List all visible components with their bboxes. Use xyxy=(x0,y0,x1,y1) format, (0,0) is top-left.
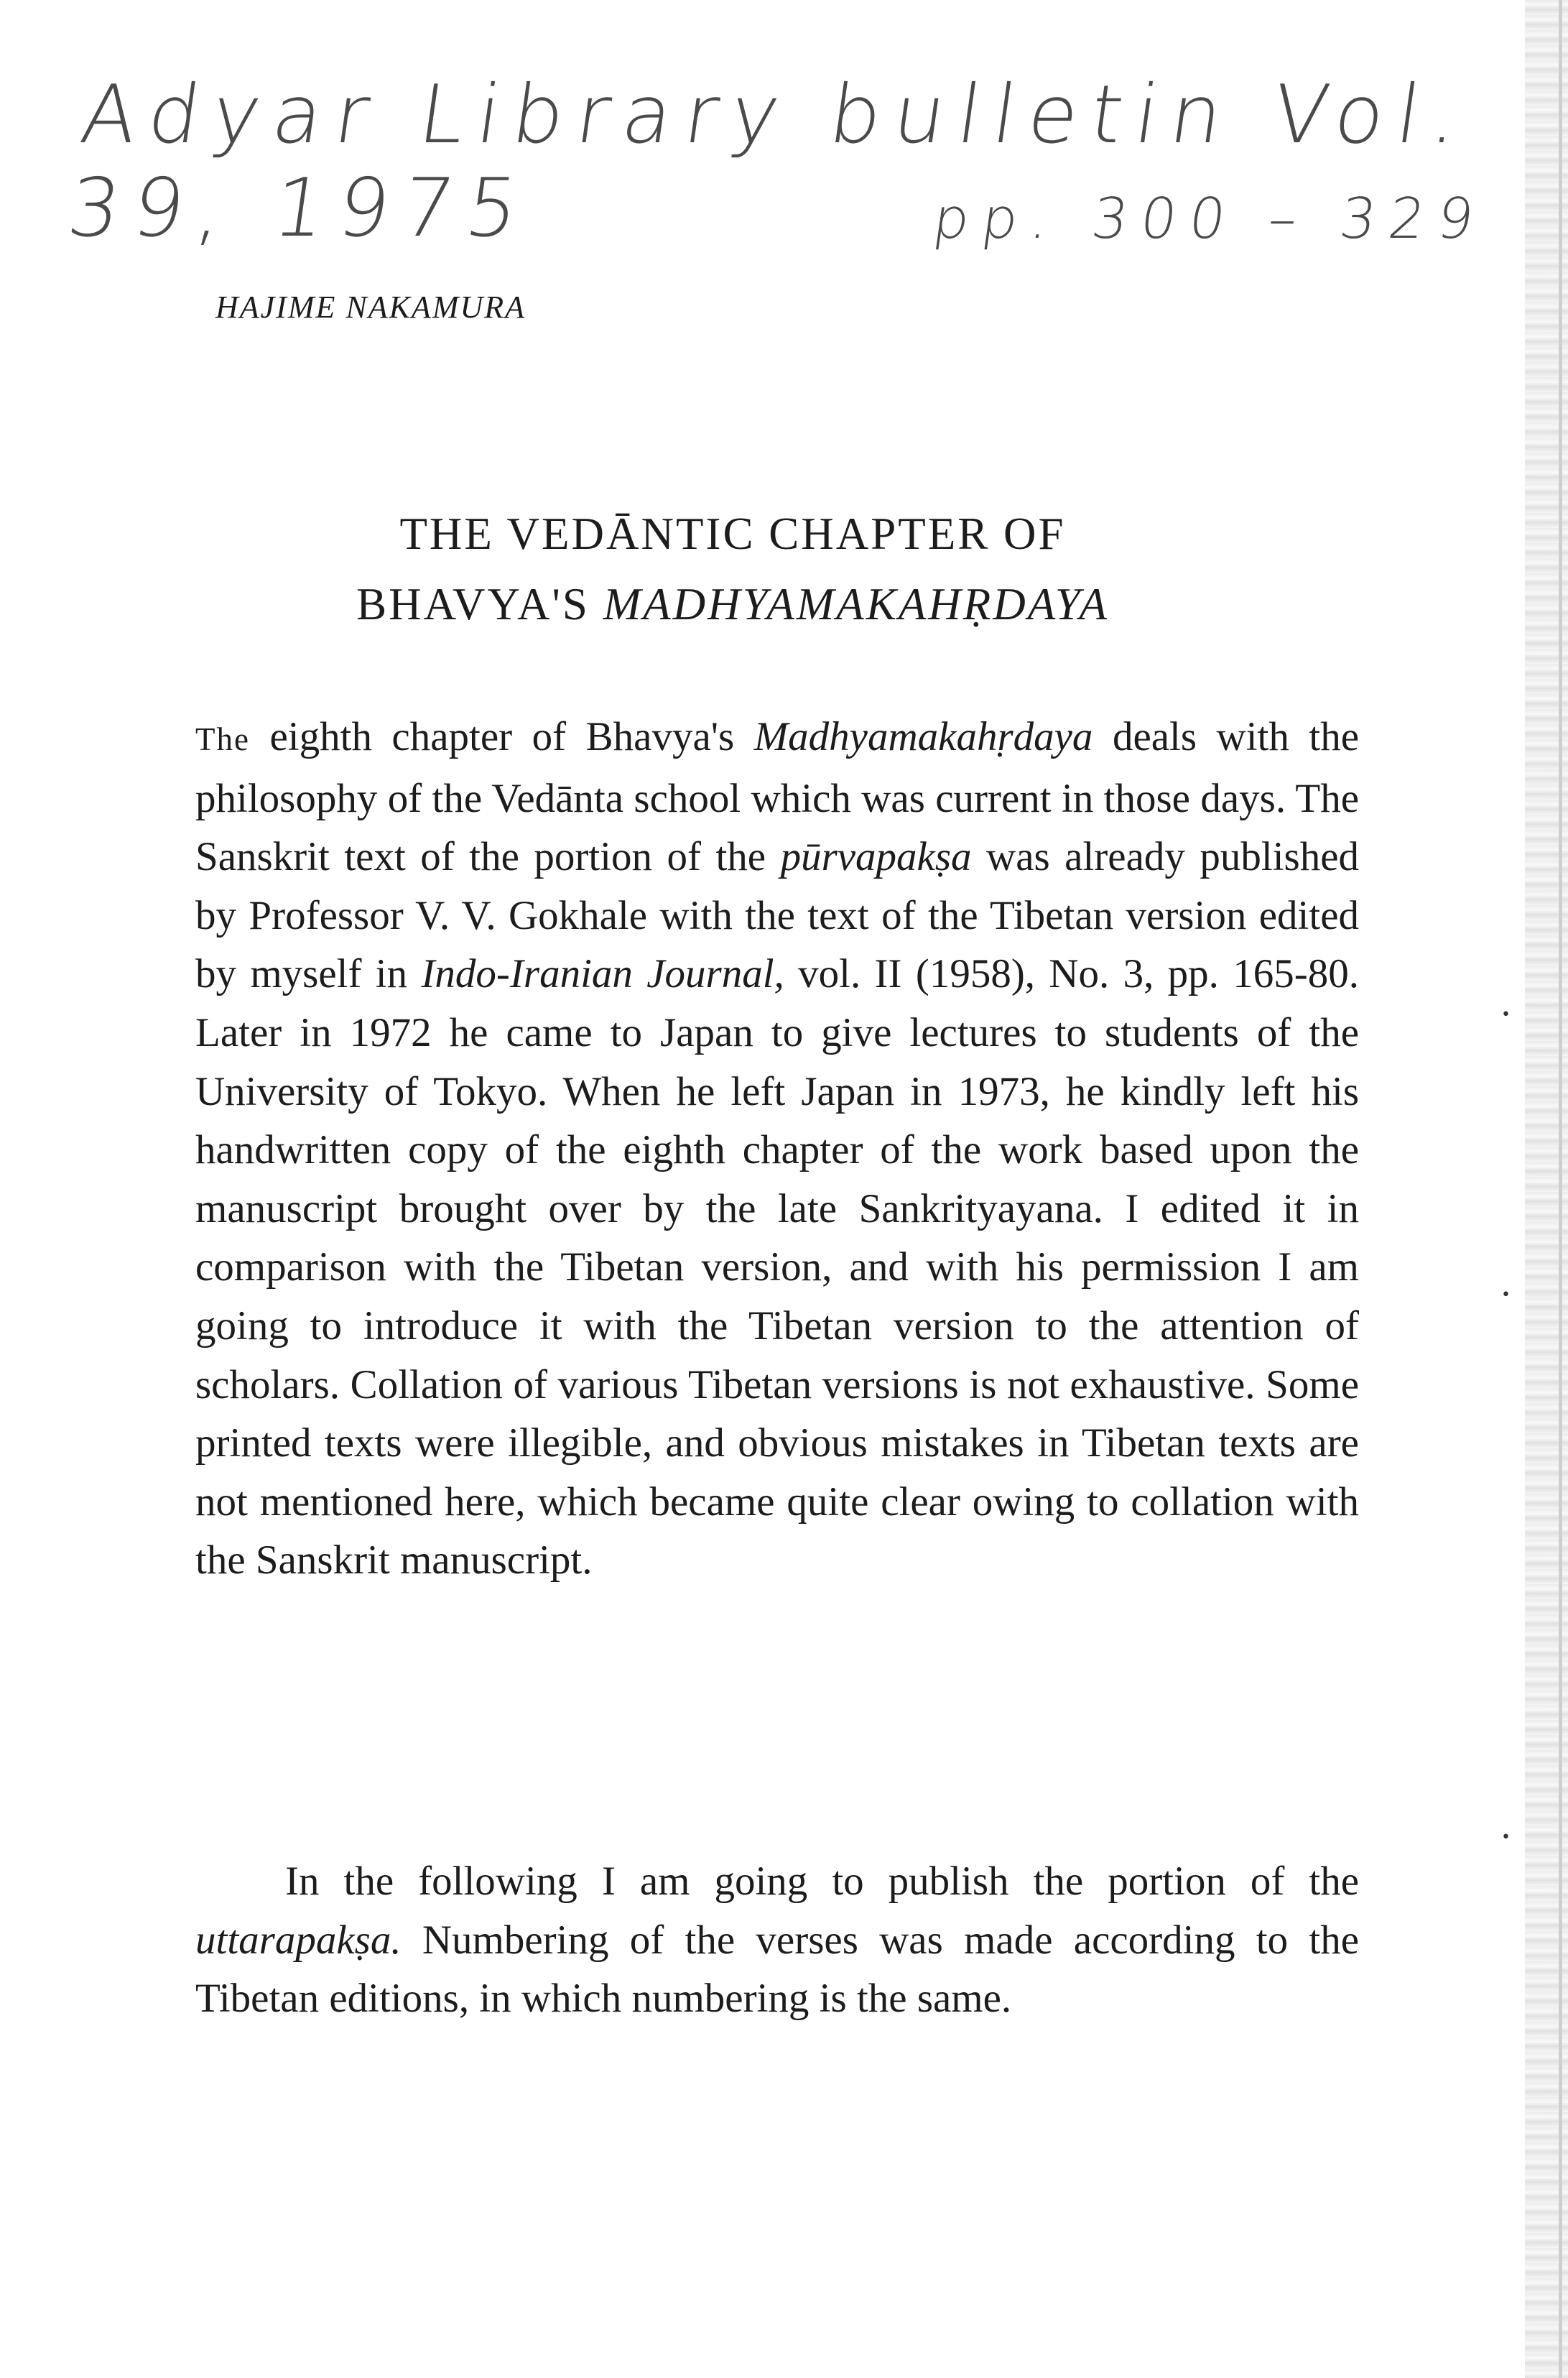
handwritten-annotation-pages: pp. 300 – 329 xyxy=(929,187,1491,251)
p1-italic-2: pūrvapakṣa xyxy=(780,834,972,880)
article-title-line-2 xyxy=(0,579,1465,629)
paragraph-1 xyxy=(195,708,1359,1590)
author-name: HAJIME NAKAMURA xyxy=(215,290,526,325)
p1-italic-3: Indo-Iranian Journal, xyxy=(421,951,784,997)
article-title-line-1: THE VEDĀNTIC CHAPTER OF xyxy=(399,509,1066,559)
p1-text-3: was already published by Professor V. V. Gokhale with the text of the Tibetan version edited by myself in xyxy=(195,834,1360,997)
paragraph-lead-word: The xyxy=(195,721,250,757)
p1-text-2: deals with the philosophy of the Vedānta school which was current in those days. The Sanskrit text of the portion of the xyxy=(195,714,1360,880)
title-italic-work: MADHYAMAKAHṚDAYA xyxy=(603,579,1109,629)
title-prefix: BHAVYA'S xyxy=(356,579,590,629)
margin-speck: • xyxy=(1501,1006,1511,1024)
p1-text-1: eighth chapter of Bhavya's xyxy=(269,714,735,759)
scan-edge-line xyxy=(1559,0,1562,2378)
p1-italic-1: Madhyamakahṛdaya xyxy=(753,714,1093,759)
p2-text-1: In the following I am going to publish the portion of the xyxy=(285,1859,1359,1904)
p2-text-2: Numbering of the verses was made according to the Tibetan editions, in which numbering is the same. xyxy=(195,1917,1360,2022)
p2-italic-1: uttarapakṣa. xyxy=(195,1917,402,1963)
handwritten-annotation-citation: Adyar Library bulletin Vol. 39, 1975 xyxy=(62,68,1477,255)
p1-text-4: vol. II (1958), No. 3, pp. 165-80. Later in 1972 he came to Japan to give lectures to students of the University of Tokyo. When he left Japan in 1973, he kindly left his handwritten copy of the eighth chapter of the work based upon the manuscript brought over by the late Sankrityayana. I edited it in comparison with the Tibetan version, and with his permission I am going to introduce it with the Tibetan version to the attention of scholars. Collation of various Tibetan versions is not exhaustive. Some printed texts were illegible, and obvious mistakes in Tibetan texts are not mentioned here, which became quite clear owing to collation with the Sanskrit manuscript. xyxy=(195,951,1359,1583)
margin-speck: • xyxy=(1501,1286,1511,1304)
paragraph-2 xyxy=(195,1852,1359,2028)
margin-speck: • xyxy=(1501,1828,1511,1846)
